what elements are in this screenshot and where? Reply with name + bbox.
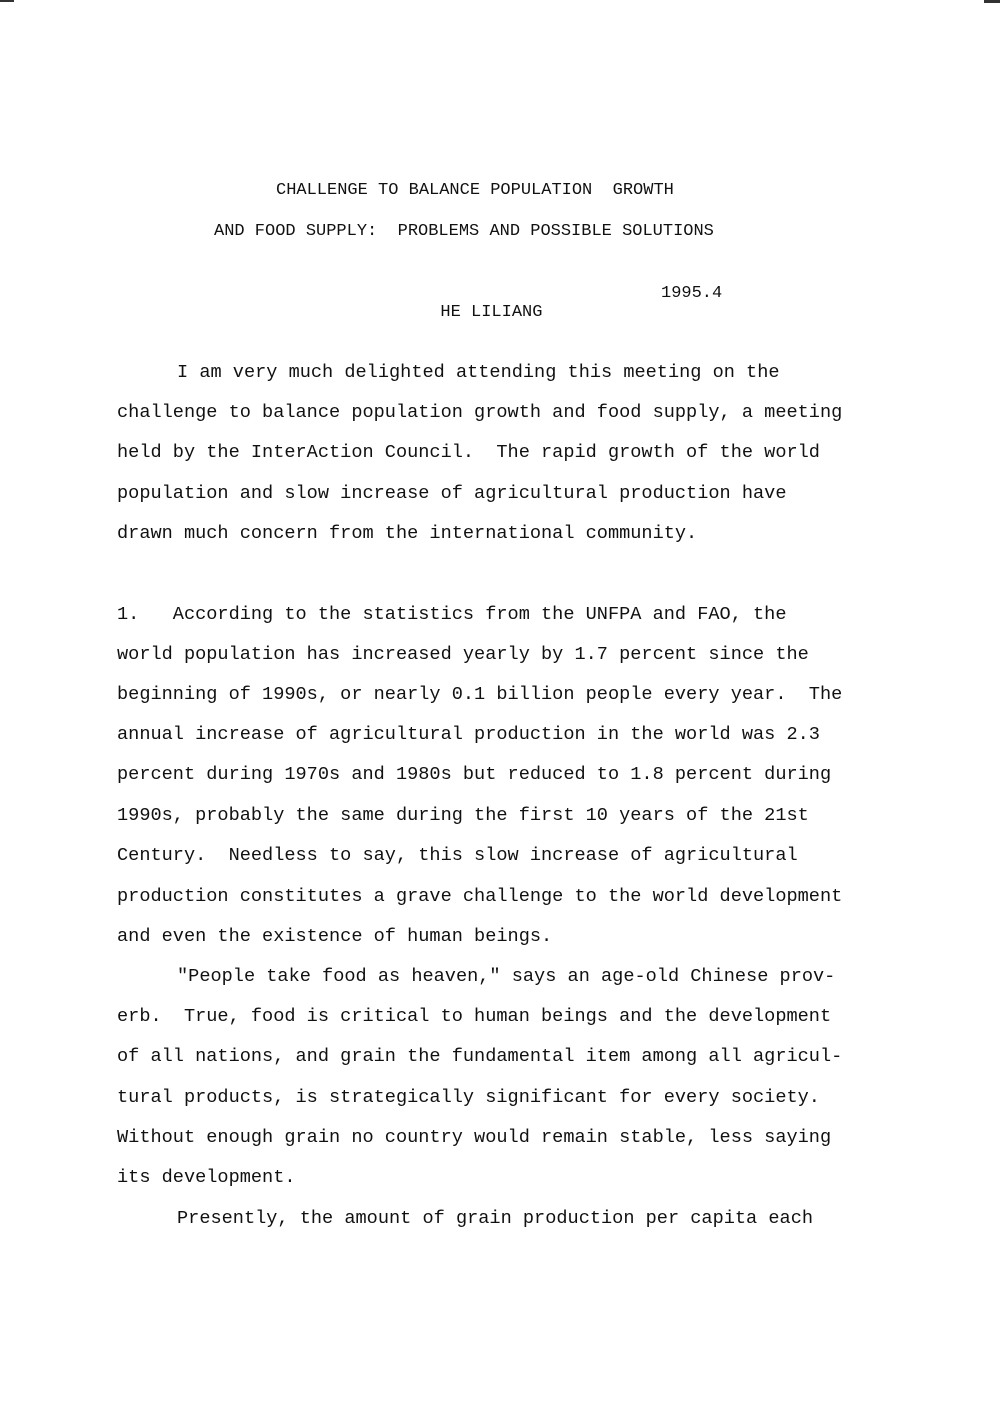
body-line: beginning of 1990s, or nearly 0.1 billion people every year. The bbox=[117, 684, 843, 705]
scan-artifact-top-left bbox=[0, 0, 14, 2]
body-line: 1990s, probably the same during the first 10 years of the 21st bbox=[117, 805, 809, 826]
body-line: I am very much delighted attending this meeting on the bbox=[177, 362, 780, 383]
author-name: HE LILIANG bbox=[440, 303, 543, 322]
body-line: annual increase of agricultural production in the world was 2.3 bbox=[117, 724, 820, 745]
byline bbox=[420, 284, 723, 341]
body-line: held by the InterAction Council. The rapid growth of the world bbox=[117, 442, 820, 463]
scan-artifact-top-right bbox=[984, 0, 1000, 3]
body-line: challenge to balance population growth and food supply, a meeting bbox=[117, 402, 843, 423]
body-line: Without enough grain no country would remain stable, less saying bbox=[117, 1127, 832, 1148]
body-line: its development. bbox=[117, 1167, 296, 1188]
document-date: 1995.4 bbox=[661, 284, 723, 303]
body-line: 1. According to the statistics from the UNFPA and FAO, the bbox=[117, 604, 787, 625]
body-line: "People take food as heaven," says an age-old Chinese prov- bbox=[177, 966, 836, 987]
body-line: erb. True, food is critical to human beings and the development bbox=[117, 1006, 832, 1027]
body-line: population and slow increase of agricultural production have bbox=[117, 483, 787, 504]
body-line: world population has increased yearly by 1.7 percent since the bbox=[117, 644, 809, 665]
body-line: tural products, is strategically significant for every society. bbox=[117, 1087, 820, 1108]
body-line: Century. Needless to say, this slow increase of agricultural bbox=[117, 845, 798, 866]
body-line: percent during 1970s and 1980s but reduced to 1.8 percent during bbox=[117, 764, 832, 785]
body-line: of all nations, and grain the fundamental item among all agricul- bbox=[117, 1046, 843, 1067]
body-line: production constitutes a grave challenge to the world development bbox=[117, 886, 843, 907]
document-title-line-2: AND FOOD SUPPLY: PROBLEMS AND POSSIBLE SOLUTIONS bbox=[214, 222, 714, 241]
body-line: and even the existence of human beings. bbox=[117, 926, 553, 947]
body-line: drawn much concern from the international community. bbox=[117, 523, 698, 544]
body-line: Presently, the amount of grain production per capita each bbox=[177, 1208, 814, 1229]
document-title-line-1: CHALLENGE TO BALANCE POPULATION GROWTH bbox=[276, 181, 674, 200]
